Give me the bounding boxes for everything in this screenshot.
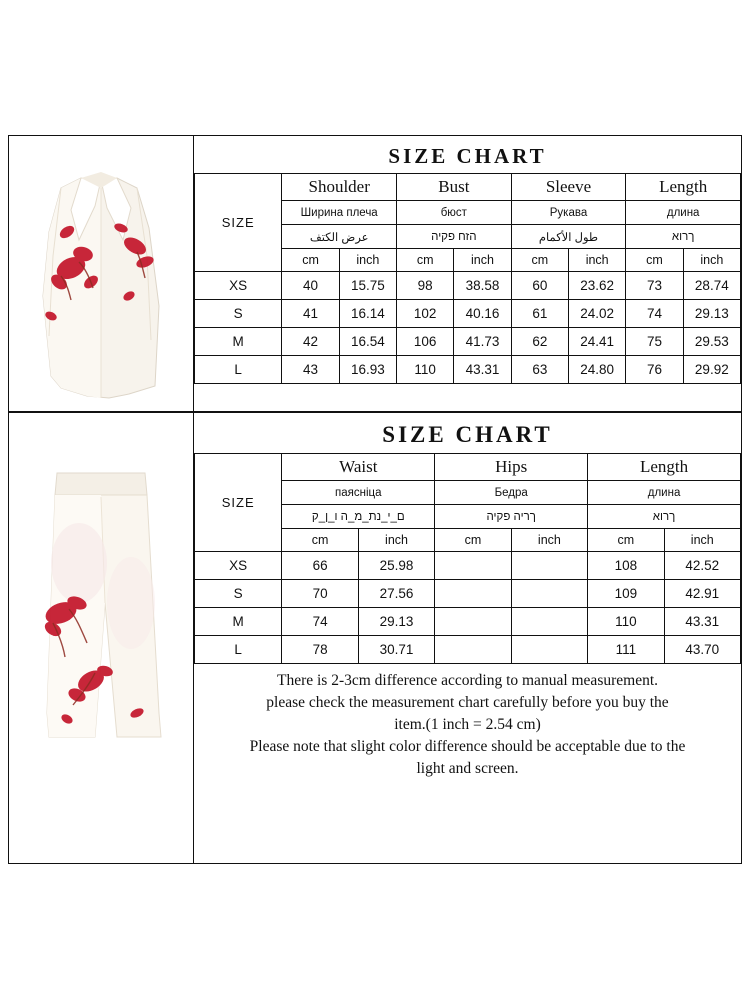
column-header-hips-he: ךריה פקיה — [435, 505, 588, 529]
cell-m-sleeve-inch: 24.41 — [569, 328, 626, 356]
column-header-waist-ru: паясніца — [282, 481, 435, 505]
measurement-note — [194, 664, 741, 780]
cell-s-waist-inch: 27.56 — [358, 580, 434, 608]
cell-s-hips-cm — [435, 580, 511, 608]
cell-m-bust-cm: 106 — [397, 328, 454, 356]
cell-l-length-inch-bottom: 43.70 — [664, 636, 740, 664]
row-size-xs-bottom: XS — [195, 552, 282, 580]
cell-m-length-cm: 75 — [626, 328, 683, 356]
cell-s-shoulder-cm: 41 — [282, 300, 339, 328]
row-size-m-bottom: M — [195, 608, 282, 636]
cell-s-length-cm-bottom: 109 — [588, 580, 664, 608]
table-row — [195, 636, 741, 664]
cell-m-bust-inch: 41.73 — [454, 328, 511, 356]
cell-l-waist-cm: 78 — [282, 636, 358, 664]
size-table-bottom — [194, 453, 741, 664]
size-table-top — [194, 173, 741, 384]
cell-l-shoulder-inch: 16.93 — [339, 356, 396, 384]
table-row — [195, 272, 741, 300]
column-header-length-bottom-he: ךרוא — [588, 505, 741, 529]
cell-s-length-inch: 29.13 — [683, 300, 740, 328]
column-header-length-ru: длина — [626, 201, 741, 225]
unit-cell-length-inch: inch — [683, 249, 740, 272]
cell-xs-hips-cm — [435, 552, 511, 580]
size-chart-block-top — [8, 135, 742, 412]
row-size-m: M — [195, 328, 282, 356]
cell-s-bust-cm: 102 — [397, 300, 454, 328]
cell-s-sleeve-cm: 61 — [511, 300, 568, 328]
cell-l-bust-cm: 110 — [397, 356, 454, 384]
cell-xs-bust-cm: 98 — [397, 272, 454, 300]
row-size-l: L — [195, 356, 282, 384]
unit-cell-length-cm: cm — [626, 249, 683, 272]
trousers-product-image — [9, 413, 194, 863]
size-chart-top — [194, 136, 741, 411]
cell-xs-hips-inch — [511, 552, 587, 580]
table-row — [195, 328, 741, 356]
row-size-l-bottom: L — [195, 636, 282, 664]
row-size-xs: XS — [195, 272, 282, 300]
column-header-hips: Hips — [435, 454, 588, 481]
unit-cell-shoulder-cm: cm — [282, 249, 339, 272]
column-header-waist-he: ם_י_נת_מ_ה ו_ן_ק — [282, 505, 435, 529]
size-header-cell-top: SIZE — [195, 174, 282, 272]
cell-s-shoulder-inch: 16.14 — [339, 300, 396, 328]
cell-s-sleeve-inch: 24.02 — [569, 300, 626, 328]
column-header-sleeve-ar: طول الأكمام — [511, 225, 626, 249]
cell-m-hips-cm — [435, 608, 511, 636]
table-row — [195, 552, 741, 580]
cell-xs-length-inch-bottom: 42.52 — [664, 552, 740, 580]
cell-l-length-inch: 29.92 — [683, 356, 740, 384]
cell-l-shoulder-cm: 43 — [282, 356, 339, 384]
trousers-illustration — [9, 413, 194, 863]
unit-cell-length-bottom-cm: cm — [588, 529, 664, 552]
note-line-5: light and screen. — [416, 760, 519, 777]
cell-xs-waist-inch: 25.98 — [358, 552, 434, 580]
cell-s-length-inch-bottom: 42.91 — [664, 580, 740, 608]
cell-l-hips-inch — [511, 636, 587, 664]
cell-m-shoulder-cm: 42 — [282, 328, 339, 356]
unit-cell-waist-inch: inch — [358, 529, 434, 552]
unit-cell-bust-cm: cm — [397, 249, 454, 272]
column-header-sleeve: Sleeve — [511, 174, 626, 201]
cell-xs-length-cm: 73 — [626, 272, 683, 300]
cell-xs-sleeve-inch: 23.62 — [569, 272, 626, 300]
cell-l-hips-cm — [435, 636, 511, 664]
table-row — [195, 300, 741, 328]
cell-l-length-cm: 76 — [626, 356, 683, 384]
note-line-2: please check the measurement chart carefully before you buy the — [266, 694, 669, 711]
column-header-shoulder-ar: عرض الكتف — [282, 225, 397, 249]
cell-xs-shoulder-cm: 40 — [282, 272, 339, 300]
cell-m-length-cm-bottom: 110 — [588, 608, 664, 636]
unit-cell-sleeve-inch: inch — [569, 249, 626, 272]
column-header-length-he: ךרוא — [626, 225, 741, 249]
cell-s-waist-cm: 70 — [282, 580, 358, 608]
unit-cell-waist-cm: cm — [282, 529, 358, 552]
note-line-3: item.(1 inch = 2.54 cm) — [394, 716, 541, 733]
unit-cell-bust-inch: inch — [454, 249, 511, 272]
table-row — [195, 608, 741, 636]
column-header-length: Length — [626, 174, 741, 201]
unit-cell-hips-inch: inch — [511, 529, 587, 552]
column-header-shoulder: Shoulder — [282, 174, 397, 201]
cell-l-bust-inch: 43.31 — [454, 356, 511, 384]
cell-m-hips-inch — [511, 608, 587, 636]
column-header-bust-he: הזח פקיה — [397, 225, 512, 249]
cell-m-waist-inch: 29.13 — [358, 608, 434, 636]
cell-l-sleeve-cm: 63 — [511, 356, 568, 384]
cell-m-length-inch: 29.53 — [683, 328, 740, 356]
cell-s-hips-inch — [511, 580, 587, 608]
cell-xs-waist-cm: 66 — [282, 552, 358, 580]
cell-xs-shoulder-inch: 15.75 — [339, 272, 396, 300]
unit-cell-hips-cm: cm — [435, 529, 511, 552]
size-chart-bottom — [194, 413, 741, 863]
column-header-waist: Waist — [282, 454, 435, 481]
cell-xs-sleeve-cm: 60 — [511, 272, 568, 300]
note-line-4: Please note that slight color difference should be acceptable due to the — [249, 738, 686, 755]
table-row — [195, 356, 741, 384]
column-header-length-bottom-ru: длина — [588, 481, 741, 505]
size-header-cell-bottom: SIZE — [195, 454, 282, 552]
cell-m-sleeve-cm: 62 — [511, 328, 568, 356]
cell-xs-length-inch: 28.74 — [683, 272, 740, 300]
cell-m-length-inch-bottom: 43.31 — [664, 608, 740, 636]
cell-m-shoulder-inch: 16.54 — [339, 328, 396, 356]
column-header-hips-ru: Бедра — [435, 481, 588, 505]
row-size-s: S — [195, 300, 282, 328]
unit-cell-length-bottom-inch: inch — [664, 529, 740, 552]
blazer-illustration — [9, 136, 194, 411]
note-line-1: There is 2-3cm difference according to manual measurement. — [276, 672, 659, 689]
unit-cell-shoulder-inch: inch — [339, 249, 396, 272]
cell-m-waist-cm: 74 — [282, 608, 358, 636]
cell-s-bust-inch: 40.16 — [454, 300, 511, 328]
unit-cell-sleeve-cm: cm — [511, 249, 568, 272]
cell-l-waist-inch: 30.71 — [358, 636, 434, 664]
cell-l-length-cm-bottom: 111 — [588, 636, 664, 664]
column-header-length-bottom: Length — [588, 454, 741, 481]
cell-l-sleeve-inch: 24.80 — [569, 356, 626, 384]
column-header-bust: Bust — [397, 174, 512, 201]
column-header-shoulder-ru: Ширина плеча — [282, 201, 397, 225]
blazer-product-image — [9, 136, 194, 411]
table-row — [195, 580, 741, 608]
size-chart-block-bottom — [8, 412, 742, 864]
row-size-s-bottom: S — [195, 580, 282, 608]
chart-title-bottom: SIZE CHART — [382, 422, 553, 447]
column-header-sleeve-ru: Рукава — [511, 201, 626, 225]
cell-s-length-cm: 74 — [626, 300, 683, 328]
cell-xs-bust-inch: 38.58 — [454, 272, 511, 300]
column-header-bust-ru: бюст — [397, 201, 512, 225]
chart-title-top: SIZE CHART — [388, 144, 547, 168]
cell-xs-length-cm-bottom: 108 — [588, 552, 664, 580]
